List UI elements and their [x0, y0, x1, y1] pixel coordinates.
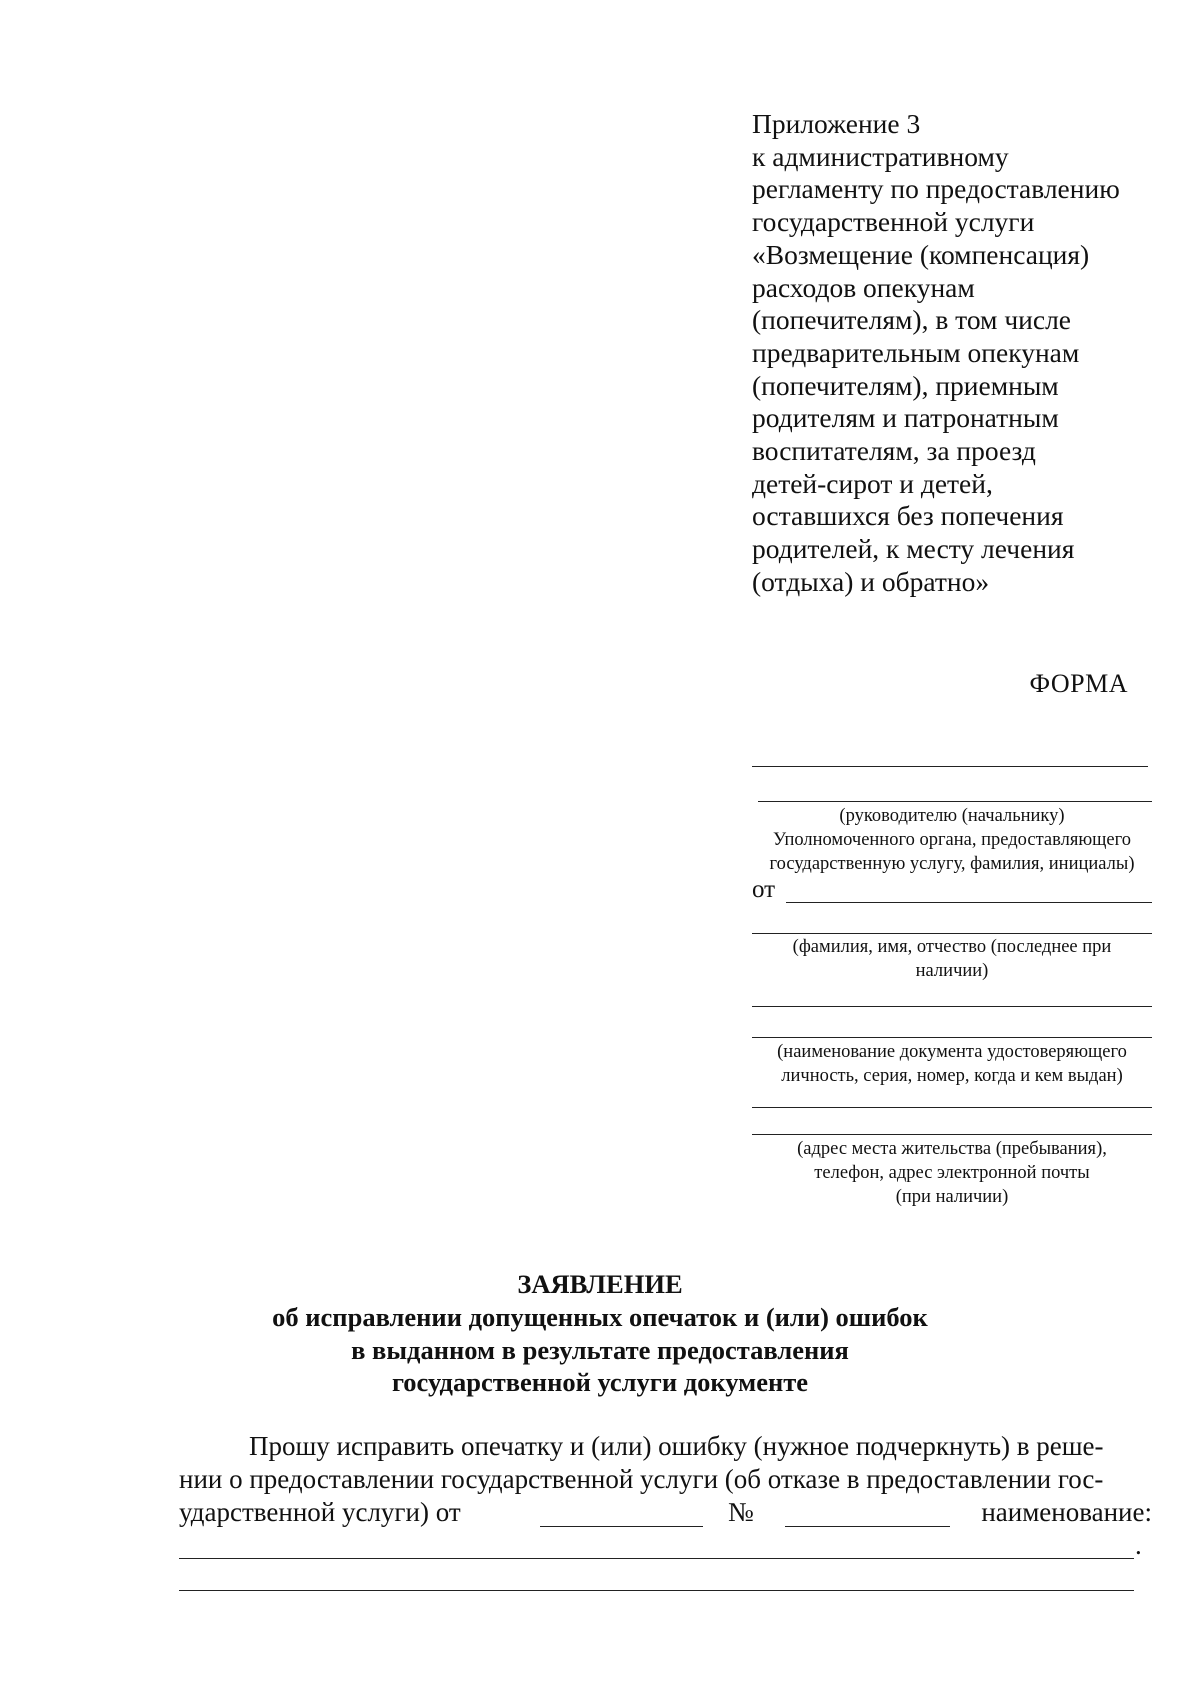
applicant-name-line-1[interactable]	[786, 902, 1152, 903]
address-line-1[interactable]	[752, 1107, 1152, 1108]
identity-document-line-2[interactable]	[752, 1037, 1152, 1038]
appendix-line: оставшихся без попечения	[752, 500, 1064, 532]
caption-line: (руководителю (начальнику)	[839, 806, 1065, 826]
address-line-2[interactable]	[752, 1134, 1152, 1135]
caption-line: (при наличии)	[895, 1187, 1009, 1207]
document-name-field-line-1[interactable]	[179, 1558, 1134, 1559]
caption-addressee-head	[752, 804, 1152, 876]
appendix-line: (отдыха) и обратно»	[752, 565, 990, 597]
title-line: в выданном в результате предоставления	[351, 1334, 849, 1365]
caption-address	[752, 1137, 1152, 1209]
addressee-head-line-1[interactable]	[752, 766, 1148, 767]
appendix-line: воспитателям, за проезд	[752, 435, 1036, 467]
caption-line: наличии)	[915, 961, 989, 981]
form-label: ФОРМА	[1029, 669, 1128, 698]
appendix-line: (попечителям), приемным	[752, 369, 1059, 401]
addressee-head-line-2[interactable]	[758, 801, 1152, 802]
caption-identity-document	[752, 1040, 1152, 1088]
end-period: .	[1135, 1530, 1142, 1560]
request-text-prefix: ударственной услуги) от	[179, 1497, 461, 1527]
appendix-line: родителям и патронатным	[752, 402, 1059, 434]
appendix-line: детей-сирот и детей,	[752, 467, 993, 499]
decision-number-field[interactable]	[785, 1526, 950, 1527]
identity-document-line-1[interactable]	[752, 1006, 1152, 1007]
request-text-line-3	[179, 1497, 461, 1528]
document-name-label: наименование:	[981, 1497, 1152, 1527]
request-text-line-1: Прошу исправить опечатку и (или) ошибку (нужное подчеркнуть) в реше-	[249, 1431, 1104, 1461]
appendix-line: к административному	[752, 140, 1009, 172]
decision-date-field[interactable]	[540, 1526, 703, 1527]
document-title	[0, 1268, 1200, 1399]
appendix-line: предварительным опекунам	[752, 336, 1080, 368]
caption-line: государственную услугу, фамилия, инициалы)	[769, 854, 1135, 874]
caption-line: личность, серия, номер, когда и кем выдан)	[781, 1066, 1123, 1086]
appendix-line: (попечителям), в том числе	[752, 304, 1072, 336]
applicant-name-line-2[interactable]	[752, 933, 1152, 934]
request-text-line-2: нии о предоставлении государственной услуги (об отказе в предоставлении гос-	[179, 1464, 1104, 1494]
appendix-line: «Возмещение (компенсация)	[752, 238, 1090, 270]
number-sign: №	[728, 1497, 754, 1527]
appendix-line: Приложение 3	[752, 108, 921, 139]
title-line: государственной услуги документе	[391, 1367, 809, 1398]
appendix-line: регламенту по предоставлению	[752, 173, 1120, 205]
caption-line: Уполномоченного органа, предоставляющего	[773, 830, 1131, 850]
caption-line: (адрес места жительства (пребывания),	[797, 1139, 1107, 1159]
caption-line: (наименование документа удостоверяющего	[777, 1042, 1127, 1062]
document-name-field-line-2[interactable]	[179, 1590, 1134, 1591]
caption-applicant-name	[752, 935, 1152, 983]
appendix-line: государственной услуги	[752, 206, 1035, 238]
caption-line: телефон, адрес электронной почты	[814, 1163, 1090, 1183]
appendix-line: родителей, к месту лечения	[752, 533, 1075, 565]
caption-line: (фамилия, имя, отчество (последнее при	[792, 937, 1112, 957]
appendix-line: расходов опекунам	[752, 271, 975, 303]
appendix-header	[752, 108, 1152, 599]
title-line: об исправлении допущенных опечаток и (или) ошибок	[272, 1301, 928, 1332]
from-label: от	[752, 876, 776, 903]
title-line: ЗАЯВЛЕНИЕ	[517, 1269, 683, 1299]
